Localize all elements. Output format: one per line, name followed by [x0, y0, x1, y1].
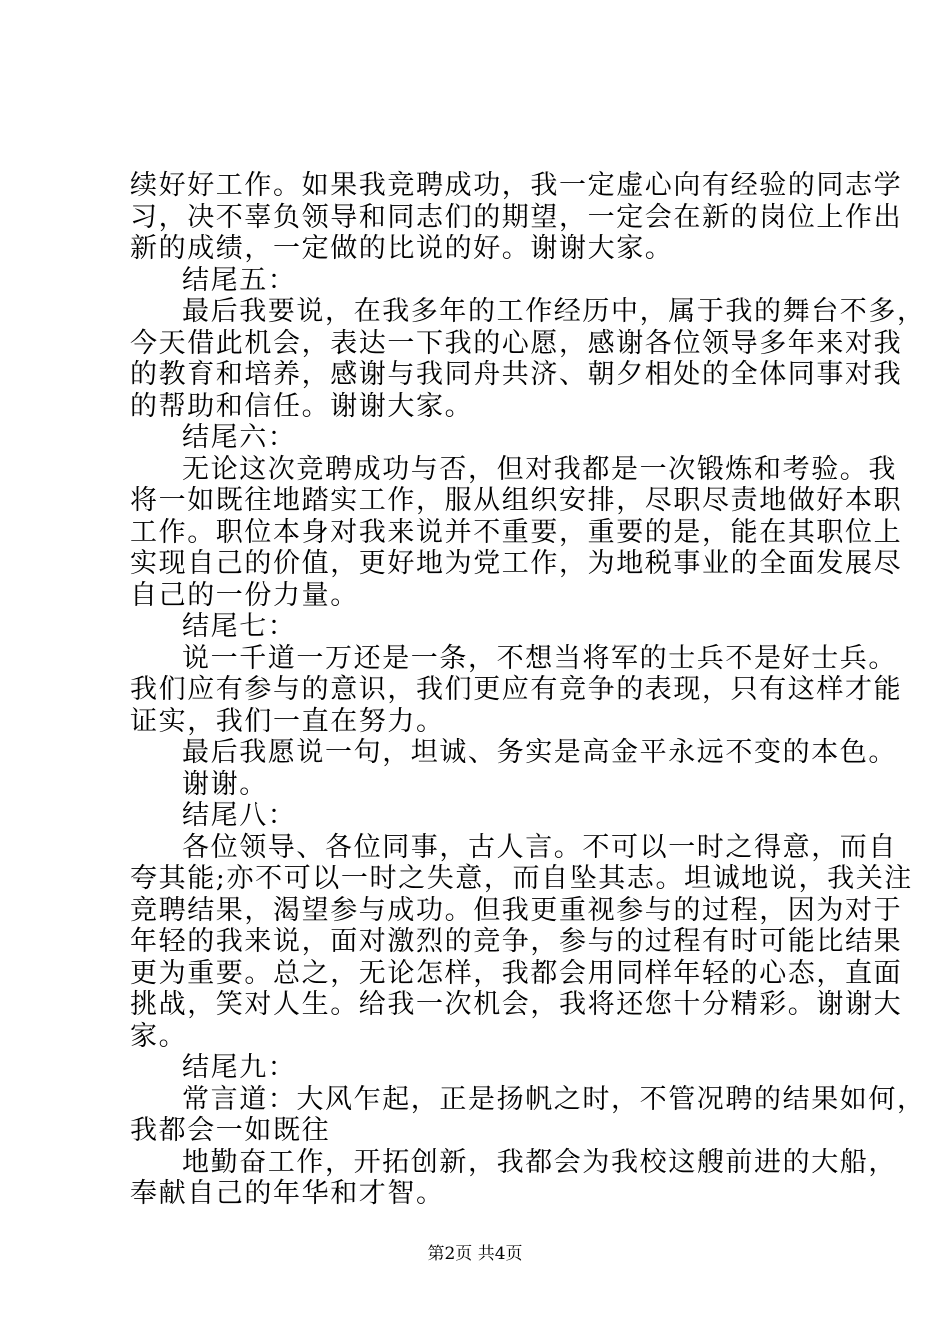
text-line: 将一如既往地踏实工作，服从组织安排，尽职尽责地做好本职 — [130, 485, 903, 516]
text-line: 续好好工作。如果我竞聘成功，我一定虚心向有经验的同志学 — [130, 170, 903, 201]
text-line: 各位领导、各位同事，古人言。不可以一时之得意，而自 — [182, 831, 897, 863]
text-line: 最后我愿说一句，坦诚、务实是高金平永远不变的本色。 — [182, 737, 897, 768]
text-line: 新的成绩，一定做的比说的好。谢谢大家。 — [130, 233, 674, 264]
page-footer — [0, 1244, 950, 1264]
text-line: 无论这次竞聘成功与否，但对我都是一次锻炼和考验。我 — [182, 453, 897, 485]
page-number-label: 第2页 共4页 — [427, 1244, 523, 1264]
text-line: 奉献自己的年华和才智。 — [130, 1178, 445, 1209]
text-line: 我们应有参与的意识，我们更应有竞争的表现，只有这样才能 — [130, 674, 903, 705]
text-line: 说一千道一万还是一条，不想当将军的士兵不是好士兵。 — [182, 642, 897, 674]
text-line: 地勤奋工作，开拓创新，我都会为我校这艘前进的大船， — [182, 1146, 897, 1178]
text-line: 实现自己的价值，更好地为党工作，为地税事业的全面发展尽 — [130, 548, 903, 579]
text-line: 夸其能;亦不可以一时之失意，而自坠其志。坦诚地说，我关注 — [130, 863, 913, 894]
text-line: 的教育和培养，感谢与我同舟共济、朝夕相处的全体同事对我 — [130, 359, 903, 390]
text-line: 年轻的我来说，面对激烈的竞争，参与的过程有时可能比结果 — [130, 926, 903, 957]
text-line: 结尾九： — [182, 1052, 297, 1083]
text-line: 结尾六： — [182, 422, 297, 453]
text-line: 结尾七： — [182, 611, 297, 642]
text-line: 我都会一如既往 — [130, 1115, 331, 1146]
document-body — [130, 170, 926, 1210]
text-line: 自己的一份力量。 — [130, 579, 359, 611]
text-line: 挑战，笑对人生。给我一次机会，我将还您十分精彩。谢谢大 — [130, 989, 903, 1020]
text-line: 更为重要。总之，无论怎样，我都会用同样年轻的心态，直面 — [130, 957, 903, 989]
text-line: 最后我要说，在我多年的工作经历中，属于我的舞台不多， — [182, 296, 926, 327]
text-line: 竞聘结果，渴望参与成功。但我更重视参与的过程，因为对于 — [130, 894, 903, 926]
text-line: 家。 — [130, 1020, 188, 1052]
text-line: 结尾八： — [182, 800, 297, 831]
text-line: 习，决不辜负领导和同志们的期望，一定会在新的岗位上作出 — [130, 201, 903, 233]
text-line: 证实，我们一直在努力。 — [130, 705, 445, 737]
text-line: 工作。职位本身对我来说并不重要，重要的是，能在其职位上 — [130, 516, 903, 548]
text-line: 常言道：大风乍起，正是扬帆之时，不管况聘的结果如何， — [182, 1083, 926, 1115]
text-line: 的帮助和信任。谢谢大家。 — [130, 390, 474, 422]
text-line: 谢谢。 — [182, 768, 268, 800]
text-line: 今天借此机会，表达一下我的心愿，感谢各位领导多年来对我 — [130, 327, 903, 359]
text-line: 结尾五： — [182, 264, 297, 296]
